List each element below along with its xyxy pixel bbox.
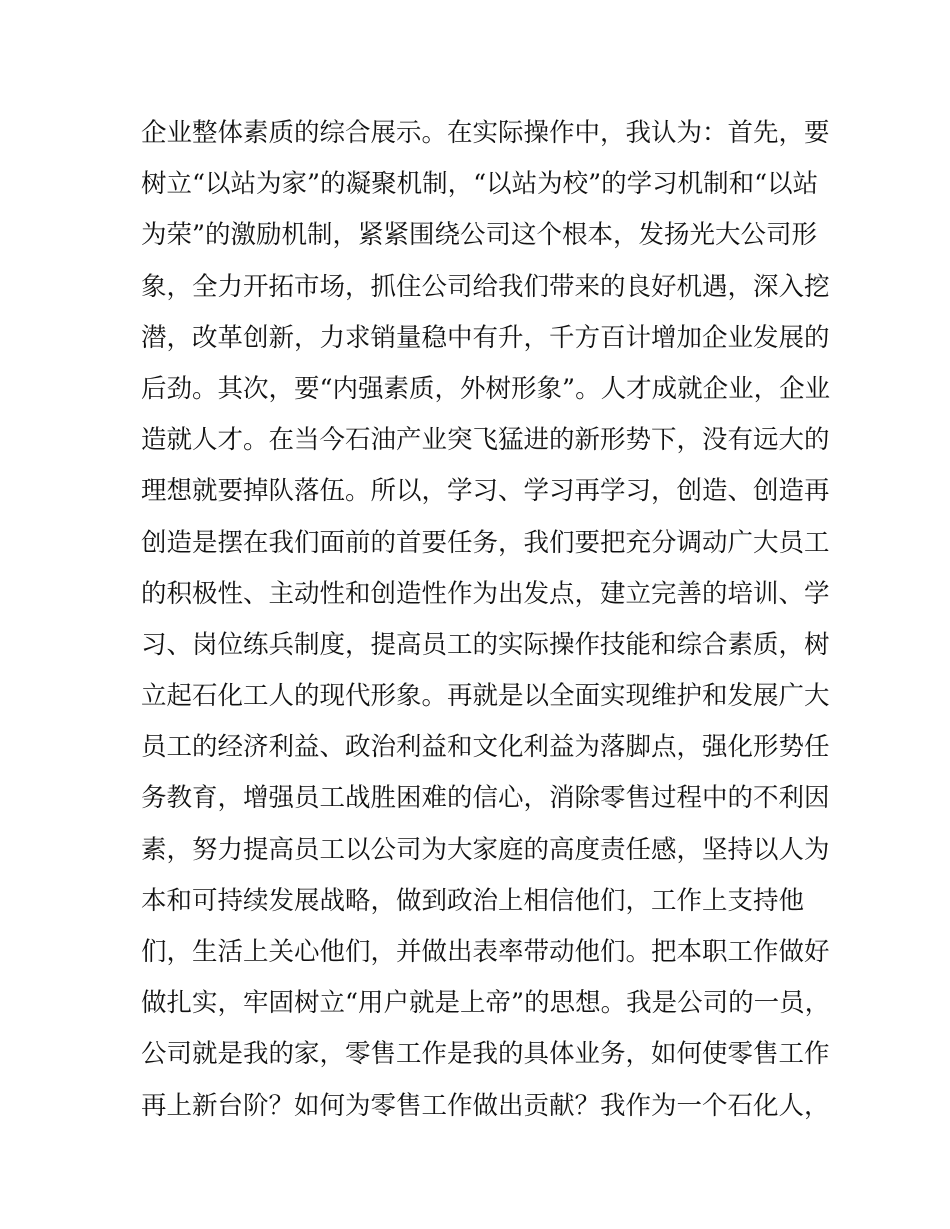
text-line: 务教育，增强员工战胜困难的信心，消除零售过程中的不利因 [141, 783, 830, 814]
text-line: 员工的经济利益、政治利益和文化利益为落脚点，强化形势任 [141, 732, 830, 763]
text-line: 立起石化工人的现代形象。再就是以全面实现维护和发展广大 [141, 681, 830, 712]
text-line: 再上新台阶？如何为零售工作做出贡献？我作为一个石化人， [141, 1090, 830, 1121]
text-line: 习、岗位练兵制度，提高员工的实际操作技能和综合素质，树 [141, 629, 830, 660]
text-line: 做扎实，牢固树立“用户就是上帝”的思想。我是公司的一员， [141, 988, 831, 1019]
text-line: 企业整体素质的综合展示。在实际操作中，我认为：首先，要 [141, 118, 830, 148]
text-line: 理想就要掉队落伍。所以，学习、学习再学习，创造、创造再 [141, 476, 830, 507]
text-line: 树立“以站为家”的凝聚机制，“以站为校”的学习机制和“以站 [141, 169, 819, 200]
text-line: 造就人才。在当今石油产业突飞猛进的新形势下，没有远大的 [141, 425, 830, 456]
text-line: 潜，改革创新，力求销量稳中有升，千方百计增加企业发展的 [141, 322, 830, 353]
text-line: 创造是摆在我们面前的首要任务，我们要把充分调动广大员工 [141, 527, 830, 558]
text-line: 后劲。其次，要“内强素质，外树形象”。人才成就企业，企业 [141, 373, 831, 404]
text-line: 公司就是我的家，零售工作是我的具体业务，如何使零售工作 [141, 1039, 830, 1070]
text-line: 象，全力开拓市场，抓住公司给我们带来的良好机遇，深入挖 [141, 271, 830, 302]
body-text [141, 108, 831, 1132]
text-line: 本和可持续发展战略，做到政治上相信他们，工作上支持他 [141, 885, 805, 916]
text-line: 的积极性、主动性和创造性作为出发点，建立完善的培训、学 [141, 578, 830, 609]
text-line: 素，努力提高员工以公司为大家庭的高度责任感，坚持以人为 [141, 834, 830, 865]
text-line: 为荣”的激励机制，紧紧围绕公司这个根本，发扬光大公司形 [141, 220, 818, 251]
text-line: 们，生活上关心他们，并做出表率带动他们。把本职工作做好 [141, 937, 830, 967]
